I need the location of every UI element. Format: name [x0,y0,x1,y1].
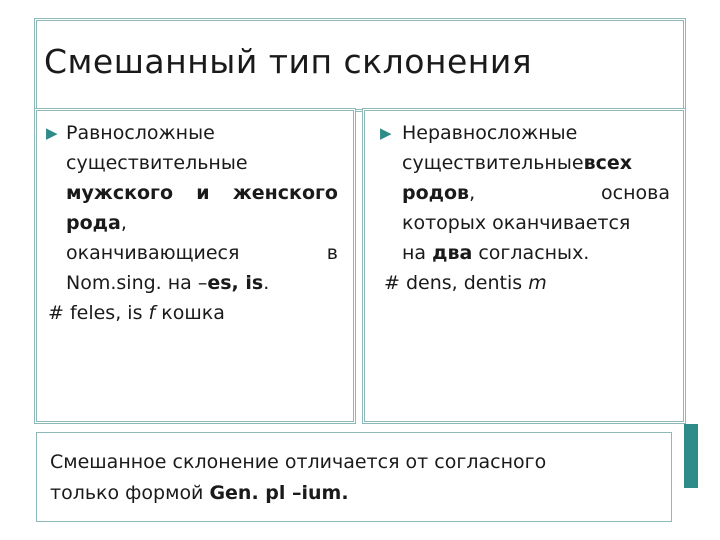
left-word-ending: оканчивающиеся [66,242,240,264]
left-period: . [263,272,270,294]
slide-title: Смешанный тип склонения [44,42,533,81]
right-word-consonants: согласных. [472,242,590,264]
right-line-5 [402,238,670,268]
left-nom-sing: Nom.sing. на – [66,272,208,294]
note-line-1: Смешанное склонение отличается от согласного [50,451,547,473]
left-line-5 [66,238,338,268]
left-line-4 [66,208,338,238]
note-line-2 [50,478,662,509]
right-comma: , [469,182,476,204]
right-line-2 [402,148,670,178]
right-word-stem: основа [601,182,670,204]
right-word-two: два [432,242,473,264]
note-only-form: только формой [50,482,210,504]
left-example [48,298,338,328]
left-word-masculine: мужского [66,182,174,204]
left-example-gender: f [148,302,156,324]
right-example-word: # dens, dentis [384,272,529,294]
note-text [50,447,662,509]
left-line-3 [66,178,338,208]
left-column [46,118,338,328]
right-word-nouns: существительные [402,152,584,174]
right-column [380,118,670,298]
left-endings: es, is [207,272,264,294]
right-heading: Неравносложные [402,122,578,144]
triangle-right-icon: ▶ [380,124,392,142]
right-word-on: на [402,242,433,264]
left-example-word: # feles, is [48,302,149,324]
accent-bar [684,424,698,488]
left-comma: , [120,212,127,234]
left-word-gender: рода [66,212,121,234]
note-gen-pl: Gen. pl –ium. [209,482,349,504]
left-heading: Равносложные [66,122,215,144]
triangle-right-icon: ▶ [46,124,58,142]
left-word-and: и [196,182,210,204]
right-example-gender: m [528,272,547,294]
left-word-feminine: женского [232,182,338,204]
right-line-4: которых оканчивается [402,212,631,234]
left-line-6 [66,268,338,298]
right-word-all: всех [583,152,632,174]
right-example [384,268,670,298]
left-word-in: в [326,242,338,264]
right-line-3 [402,178,670,208]
left-example-translation: кошка [155,302,225,324]
right-word-genders: родов [402,182,470,204]
left-line-2: существительные [66,152,248,174]
